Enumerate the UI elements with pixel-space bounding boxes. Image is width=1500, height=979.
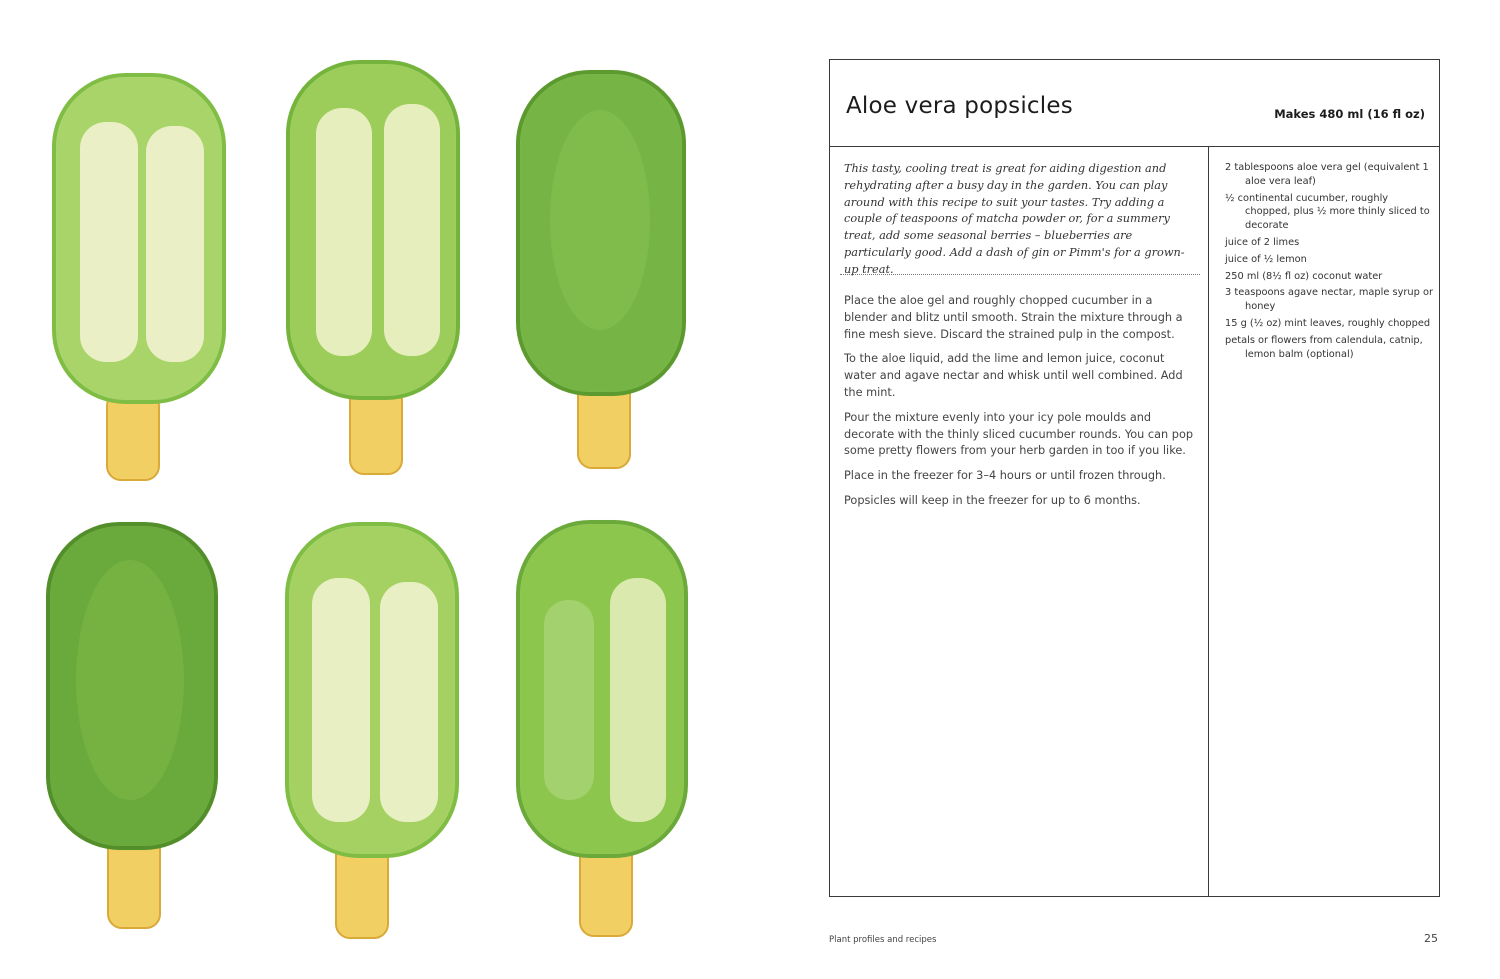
recipe-header [830, 60, 1439, 147]
method-steps [844, 293, 1194, 518]
method-step: To the aloe liquid, add the lime and lemon juice, coconut water and agave nectar and whisk until well combined. Add the mint. [844, 352, 1183, 399]
popsicle-light-1 [54, 75, 224, 480]
ingredient-item: petals or flowers from calendula, catnip, lemon balm (optional) [1225, 334, 1423, 360]
footer-section-title: Plant profiles and recipes [829, 935, 937, 945]
ingredient-item: 2 tablespoons aloe vera gel (equivalent 1 aloe vera leaf) [1225, 162, 1429, 187]
recipe-yield: Makes 480 ml (16 fl oz) [1274, 107, 1425, 121]
popsicle-mid-2 [518, 522, 686, 936]
ingredient-item: 250 ml (8½ fl oz) coconut water [1225, 270, 1383, 282]
method-step: Place in the freezer for 3–4 hours or until frozen through. [844, 469, 1166, 483]
page-number: 25 [1424, 932, 1438, 945]
popsicle-dark-2 [48, 524, 216, 928]
dotted-divider [840, 274, 1200, 275]
ingredient-item: 15 g (½ oz) mint leaves, roughly chopped [1225, 317, 1431, 329]
recipe-intro: This tasty, cooling treat is great for aiding digestion and rehydrating after a busy day in the garden. You can play around with this recipe to suit your tastes. Try adding a couple of teaspoons of matcha powder or, for a summery treat, add some seasonal berries – blueberries are particularly good. Add a dash of gin or Pimm's for a grown-up treat. [844, 162, 1185, 276]
method-step: Pour the mixture evenly into your icy pole moulds and decorate with the thinly sliced cucumber rounds. You can pop some pretty flowers from your herb garden in too if you like. [844, 410, 1194, 458]
recipe-title: Aloe vera popsicles [846, 93, 1073, 119]
ingredient-item: ½ continental cucumber, roughly chopped, plus ½ more thinly sliced to decorate [1225, 192, 1430, 232]
column-divider [1208, 146, 1209, 896]
ingredient-item: juice of ½ lemon [1225, 253, 1307, 265]
popsicle-mid-1 [288, 62, 458, 474]
ingredient-item: 3 teaspoons agave nectar, maple syrup or honey [1225, 287, 1433, 313]
recipe-card [829, 59, 1440, 897]
method-step: Popsicles will keep in the freezer for up to 6 months. [844, 493, 1141, 507]
popsicle-dark-1 [518, 72, 684, 468]
method-step: Place the aloe gel and roughly chopped cucumber in a blender and blitz until smooth. Strain the mixture through a fine mesh sieve. Discard the strained pulp in the compost. [844, 294, 1183, 341]
ingredient-item: juice of 2 limes [1225, 236, 1300, 248]
popsicle-light-2 [287, 524, 457, 938]
ingredient-list [1225, 161, 1435, 364]
